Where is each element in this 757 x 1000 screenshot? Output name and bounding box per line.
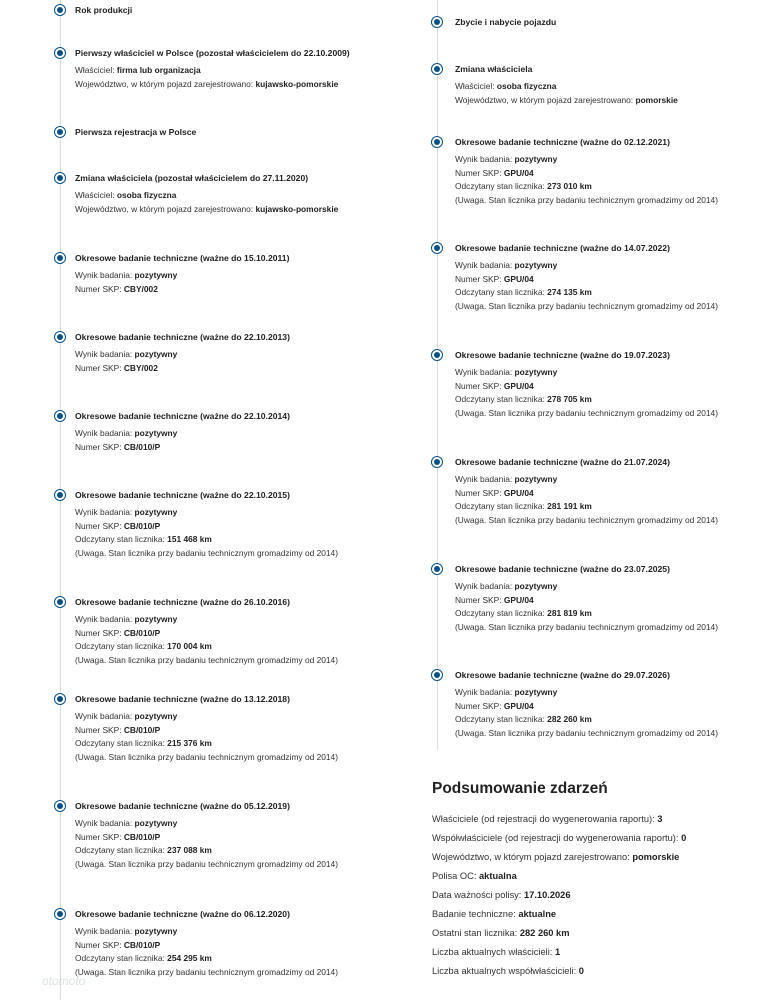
- timeline-dot-icon: [54, 596, 66, 608]
- summary-label: Województwo, w którym pojazd zarejestrowano:: [432, 852, 633, 862]
- event-title: Okresowe badanie techniczne (ważne do 22.10.2014): [75, 411, 290, 421]
- event-title: Okresowe badanie techniczne (ważne do 23.07.2025): [455, 564, 670, 574]
- event-title: Zmiana właściciela (pozostał właścicielem do 27.11.2020): [75, 173, 309, 183]
- event-details: [455, 80, 678, 107]
- detail-value: CBY/002: [123, 362, 158, 373]
- detail-value: GPU/04: [503, 273, 534, 284]
- timeline-dot-icon: [431, 349, 443, 361]
- detail-value: GPU/04: [503, 700, 534, 711]
- detail-line: [455, 167, 718, 181]
- event-title: Okresowe badanie techniczne (ważne do 14.07.2022): [455, 243, 670, 253]
- summary-row: [432, 890, 686, 909]
- timeline-dot-icon: [431, 669, 443, 681]
- timeline-dot-icon: [54, 4, 66, 16]
- summary-rows: [432, 814, 686, 985]
- detail-value: 237 088 km: [167, 845, 212, 855]
- detail-value: 278 705 km: [547, 394, 592, 404]
- detail-line: [75, 269, 177, 283]
- detail-line: [75, 348, 177, 362]
- detail-label: Numer SKP:: [455, 487, 504, 498]
- detail-label: Numer SKP:: [75, 939, 124, 950]
- detail-label: (Uwaga. Stan licznika przy badaniu technicznym gromadzimy od 2014): [75, 547, 339, 558]
- detail-label: Numer SKP:: [75, 520, 124, 531]
- detail-line: [455, 700, 718, 714]
- detail-line: [455, 393, 718, 407]
- detail-value: 281 191 km: [547, 501, 592, 511]
- detail-label: Wynik badania:: [75, 507, 135, 517]
- detail-label: Numer SKP:: [75, 441, 124, 452]
- detail-line: [455, 473, 718, 487]
- detail-line: [455, 273, 718, 287]
- detail-value: CB/010/P: [123, 441, 161, 452]
- detail-label: (Uwaga. Stan licznika przy badaniu technicznym gromadzimy od 2014): [75, 966, 339, 977]
- detail-line: [455, 286, 718, 300]
- detail-label: Właściciel:: [75, 65, 117, 75]
- timeline-dot-icon: [54, 126, 66, 138]
- detail-line: [75, 362, 177, 376]
- detail-label: Wynik badania:: [455, 474, 515, 484]
- detail-line: [75, 737, 338, 751]
- detail-line: [455, 594, 718, 608]
- detail-line: [455, 300, 718, 314]
- timeline-dot-icon: [431, 563, 443, 575]
- event-title: Okresowe badanie techniczne (ważne do 29.07.2026): [455, 670, 670, 680]
- event-details: [75, 817, 338, 871]
- summary-value: 0: [681, 833, 687, 843]
- summary-label: Ostatni stan licznika:: [432, 928, 520, 938]
- detail-value: pozytywny: [134, 349, 178, 359]
- detail-value: 151 468 km: [167, 534, 212, 544]
- summary-row: [432, 909, 686, 928]
- detail-value: kujawsko-pomorskie: [255, 78, 339, 89]
- detail-label: Odczytany stan licznika:: [75, 641, 168, 651]
- summary-title: Podsumowanie zdarzeń: [432, 780, 608, 797]
- detail-value: GPU/04: [503, 380, 534, 391]
- detail-line: [75, 547, 338, 561]
- detail-label: Odczytany stan licznika:: [455, 501, 548, 511]
- detail-value: kujawsko-pomorskie: [255, 203, 339, 214]
- detail-value: pozytywny: [134, 428, 178, 438]
- event-title: Okresowe badanie techniczne (ważne do 19.07.2023): [455, 350, 670, 360]
- detail-line: [75, 844, 338, 858]
- detail-value: GPU/04: [503, 594, 534, 605]
- detail-value: CBY/002: [123, 283, 158, 294]
- detail-value: 215 376 km: [167, 738, 212, 748]
- detail-line: [75, 520, 338, 534]
- detail-value: CB/010/P: [123, 724, 161, 735]
- detail-label: Odczytany stan licznika:: [455, 287, 548, 297]
- detail-label: Numer SKP:: [75, 724, 124, 735]
- detail-line: [455, 580, 718, 594]
- detail-label: Właściciel:: [455, 81, 497, 91]
- detail-label: Odczytany stan licznika:: [455, 608, 548, 618]
- summary-label: Liczba aktualnych właścicieli:: [432, 947, 555, 957]
- detail-line: [75, 831, 338, 845]
- summary-label: Współwłaściciele (od rejestracji do wygenerowania raportu):: [432, 833, 682, 843]
- detail-line: [75, 203, 338, 217]
- detail-line: [455, 194, 718, 208]
- summary-row: [432, 852, 686, 871]
- summary-value: 3: [657, 814, 663, 824]
- detail-line: [75, 283, 177, 297]
- detail-value: 274 135 km: [547, 287, 592, 297]
- detail-label: Odczytany stan licznika:: [455, 394, 548, 404]
- detail-value: pozytywny: [134, 270, 178, 280]
- detail-line: [455, 621, 718, 635]
- event-title: Okresowe badanie techniczne (ważne do 22.10.2015): [75, 490, 290, 500]
- event-title: Okresowe badanie techniczne (ważne do 13.12.2018): [75, 694, 290, 704]
- detail-line: [455, 94, 678, 108]
- event-details: [75, 269, 177, 296]
- detail-line: [75, 613, 338, 627]
- detail-value: CB/010/P: [123, 520, 161, 531]
- detail-line: [75, 939, 338, 953]
- detail-line: [455, 713, 718, 727]
- detail-label: Wynik badania:: [455, 367, 515, 377]
- detail-line: [75, 533, 338, 547]
- detail-label: Odczytany stan licznika:: [455, 181, 548, 191]
- detail-line: [75, 710, 338, 724]
- summary-row: [432, 966, 686, 985]
- detail-value: GPU/04: [503, 487, 534, 498]
- summary-label: Polisa OC:: [432, 871, 480, 881]
- event-title: Okresowe badanie techniczne (ważne do 02.12.2021): [455, 137, 670, 147]
- detail-line: [75, 427, 177, 441]
- timeline-dot-icon: [54, 693, 66, 705]
- detail-value: pozytywny: [514, 474, 558, 484]
- detail-label: Numer SKP:: [455, 167, 504, 178]
- detail-label: Numer SKP:: [75, 362, 124, 373]
- detail-label: Numer SKP:: [75, 831, 124, 842]
- detail-label: Wynik badania:: [75, 614, 135, 624]
- event-details: [75, 64, 338, 91]
- detail-label: Województwo, w którym pojazd zarejestrowano:: [455, 94, 636, 105]
- detail-label: (Uwaga. Stan licznika przy badaniu technicznym gromadzimy od 2014): [75, 858, 339, 869]
- detail-label: Numer SKP:: [75, 627, 124, 638]
- timeline-dot-icon: [431, 242, 443, 254]
- event-title: Zmiana właściciela: [455, 64, 533, 74]
- timeline-dot-icon: [431, 136, 443, 148]
- event-details: [455, 153, 718, 207]
- event-title: Pierwszy właściciel w Polsce (pozostał właścicielem do 22.10.2009): [75, 48, 350, 58]
- detail-line: [455, 80, 678, 94]
- summary-row: [432, 871, 686, 890]
- timeline-dot-icon: [431, 63, 443, 75]
- detail-line: [75, 966, 338, 980]
- event-title: Okresowe badanie techniczne (ważne do 05.12.2019): [75, 801, 290, 811]
- detail-line: [455, 380, 718, 394]
- event-details: [75, 710, 338, 764]
- detail-label: Odczytany stan licznika:: [75, 953, 168, 963]
- detail-line: [75, 78, 338, 92]
- detail-value: osoba fizyczna: [496, 81, 557, 91]
- summary-value: pomorskie: [632, 852, 680, 862]
- detail-line: [75, 654, 338, 668]
- timeline-line-right: [437, 0, 438, 750]
- timeline-dot-icon: [54, 800, 66, 812]
- detail-value: pozytywny: [514, 154, 558, 164]
- detail-line: [455, 366, 718, 380]
- event-title: Pierwsza rejestracja w Polsce: [75, 127, 197, 137]
- detail-value: firma lub organizacja: [116, 65, 201, 75]
- detail-label: (Uwaga. Stan licznika przy badaniu technicznym gromadzimy od 2014): [455, 514, 719, 525]
- detail-label: Numer SKP:: [75, 283, 124, 294]
- detail-line: [455, 180, 718, 194]
- detail-label: Wynik badania:: [455, 581, 515, 591]
- detail-label: Właściciel:: [75, 190, 117, 200]
- detail-line: [75, 506, 338, 520]
- detail-value: osoba fizyczna: [116, 190, 177, 200]
- detail-label: (Uwaga. Stan licznika przy badaniu technicznym gromadzimy od 2014): [455, 300, 719, 311]
- detail-line: [75, 724, 338, 738]
- timeline-dot-icon: [54, 47, 66, 59]
- event-details: [455, 686, 718, 740]
- detail-label: Odczytany stan licznika:: [75, 738, 168, 748]
- detail-value: pozytywny: [514, 687, 558, 697]
- event-details: [75, 506, 338, 560]
- detail-label: Odczytany stan licznika:: [455, 714, 548, 724]
- detail-label: Numer SKP:: [455, 273, 504, 284]
- summary-value: 0: [578, 966, 584, 976]
- detail-label: Wynik badania:: [455, 687, 515, 697]
- event-details: [75, 925, 338, 979]
- summary-row: [432, 928, 686, 947]
- summary-value: 17.10.2026: [523, 890, 571, 900]
- detail-value: CB/010/P: [123, 939, 161, 950]
- detail-label: Województwo, w którym pojazd zarejestrowano:: [75, 78, 256, 89]
- event-title: Okresowe badanie techniczne (ważne do 26.10.2016): [75, 597, 290, 607]
- detail-value: 170 004 km: [167, 641, 212, 651]
- summary-row: [432, 833, 686, 852]
- event-title: Okresowe badanie techniczne (ważne do 06.12.2020): [75, 909, 290, 919]
- detail-label: Odczytany stan licznika:: [75, 845, 168, 855]
- detail-line: [455, 607, 718, 621]
- event-details: [75, 189, 338, 216]
- detail-line: [75, 640, 338, 654]
- detail-value: 282 260 km: [547, 714, 592, 724]
- detail-label: (Uwaga. Stan licznika przy badaniu technicznym gromadzimy od 2014): [75, 654, 339, 665]
- detail-value: pomorskie: [635, 94, 678, 105]
- summary-label: Liczba aktualnych współwłaścicieli:: [432, 966, 579, 976]
- detail-label: (Uwaga. Stan licznika przy badaniu technicznym gromadzimy od 2014): [455, 407, 719, 418]
- timeline-dot-icon: [431, 456, 443, 468]
- detail-line: [455, 686, 718, 700]
- detail-line: [75, 858, 338, 872]
- detail-value: pozytywny: [514, 367, 558, 377]
- summary-value: 282 260 km: [519, 928, 570, 938]
- detail-line: [455, 727, 718, 741]
- detail-value: pozytywny: [134, 818, 178, 828]
- summary-row: [432, 814, 686, 833]
- detail-line: [455, 500, 718, 514]
- event-title: Rok produkcji: [75, 5, 133, 15]
- event-details: [455, 580, 718, 634]
- detail-label: Wynik badania:: [455, 260, 515, 270]
- event-details: [455, 366, 718, 420]
- detail-label: (Uwaga. Stan licznika przy badaniu technicznym gromadzimy od 2014): [455, 194, 719, 205]
- event-details: [75, 427, 177, 454]
- summary-label: Właściciele (od rejestracji do wygenerowania raportu):: [432, 814, 658, 824]
- summary-value: aktualne: [518, 909, 557, 919]
- detail-label: Wynik badania:: [75, 926, 135, 936]
- detail-value: GPU/04: [503, 167, 534, 178]
- detail-label: Wynik badania:: [75, 349, 135, 359]
- detail-label: (Uwaga. Stan licznika przy badaniu technicznym gromadzimy od 2014): [455, 621, 719, 632]
- detail-label: Wynik badania:: [75, 711, 135, 721]
- event-details: [75, 613, 338, 667]
- detail-line: [455, 487, 718, 501]
- summary-value: aktualna: [479, 871, 517, 881]
- detail-value: 273 010 km: [547, 181, 592, 191]
- detail-line: [75, 952, 338, 966]
- detail-value: pozytywny: [514, 581, 558, 591]
- detail-line: [75, 817, 338, 831]
- detail-line: [75, 627, 338, 641]
- detail-label: Wynik badania:: [75, 270, 135, 280]
- timeline-dot-icon: [54, 908, 66, 920]
- detail-label: Numer SKP:: [455, 700, 504, 711]
- timeline-dot-icon: [54, 489, 66, 501]
- detail-value: 281 819 km: [547, 608, 592, 618]
- detail-line: [455, 153, 718, 167]
- detail-line: [455, 407, 718, 421]
- detail-line: [455, 514, 718, 528]
- summary-row: [432, 947, 686, 966]
- detail-value: pozytywny: [134, 926, 178, 936]
- summary-label: Data ważności polisy:: [432, 890, 524, 900]
- detail-label: (Uwaga. Stan licznika przy badaniu technicznym gromadzimy od 2014): [455, 727, 719, 738]
- detail-value: CB/010/P: [123, 831, 161, 842]
- summary-label: Badanie techniczne:: [432, 909, 519, 919]
- detail-line: [75, 925, 338, 939]
- detail-label: Odczytany stan licznika:: [75, 534, 168, 544]
- timeline-dot-icon: [54, 410, 66, 422]
- event-details: [75, 348, 177, 375]
- detail-line: [75, 64, 338, 78]
- detail-label: Wynik badania:: [75, 818, 135, 828]
- detail-line: [455, 259, 718, 273]
- event-title: Okresowe badanie techniczne (ważne do 21.07.2024): [455, 457, 670, 467]
- watermark: otomoto: [42, 974, 86, 988]
- detail-value: CB/010/P: [123, 627, 161, 638]
- detail-label: Numer SKP:: [455, 380, 504, 391]
- timeline-dot-icon: [54, 331, 66, 343]
- event-details: [455, 473, 718, 527]
- timeline-dot-icon: [54, 252, 66, 264]
- detail-label: Województwo, w którym pojazd zarejestrowano:: [75, 203, 256, 214]
- detail-value: 254 295 km: [167, 953, 212, 963]
- detail-label: Numer SKP:: [455, 594, 504, 605]
- detail-value: pozytywny: [134, 507, 178, 517]
- detail-value: pozytywny: [134, 614, 178, 624]
- detail-line: [75, 751, 338, 765]
- detail-line: [75, 441, 177, 455]
- events-summary: [432, 780, 686, 985]
- summary-value: 1: [554, 947, 561, 957]
- detail-label: (Uwaga. Stan licznika przy badaniu technicznym gromadzimy od 2014): [75, 751, 339, 762]
- event-details: [455, 259, 718, 313]
- detail-line: [75, 189, 338, 203]
- event-title: Zbycie i nabycie pojazdu: [455, 17, 557, 27]
- detail-value: pozytywny: [134, 711, 178, 721]
- detail-label: Wynik badania:: [75, 428, 135, 438]
- timeline-dot-icon: [54, 172, 66, 184]
- detail-label: Wynik badania:: [455, 154, 515, 164]
- detail-value: pozytywny: [514, 260, 558, 270]
- timeline-dot-icon: [431, 16, 443, 28]
- event-title: Okresowe badanie techniczne (ważne do 22.10.2013): [75, 332, 290, 342]
- event-title: Okresowe badanie techniczne (ważne do 15.10.2011): [75, 253, 290, 263]
